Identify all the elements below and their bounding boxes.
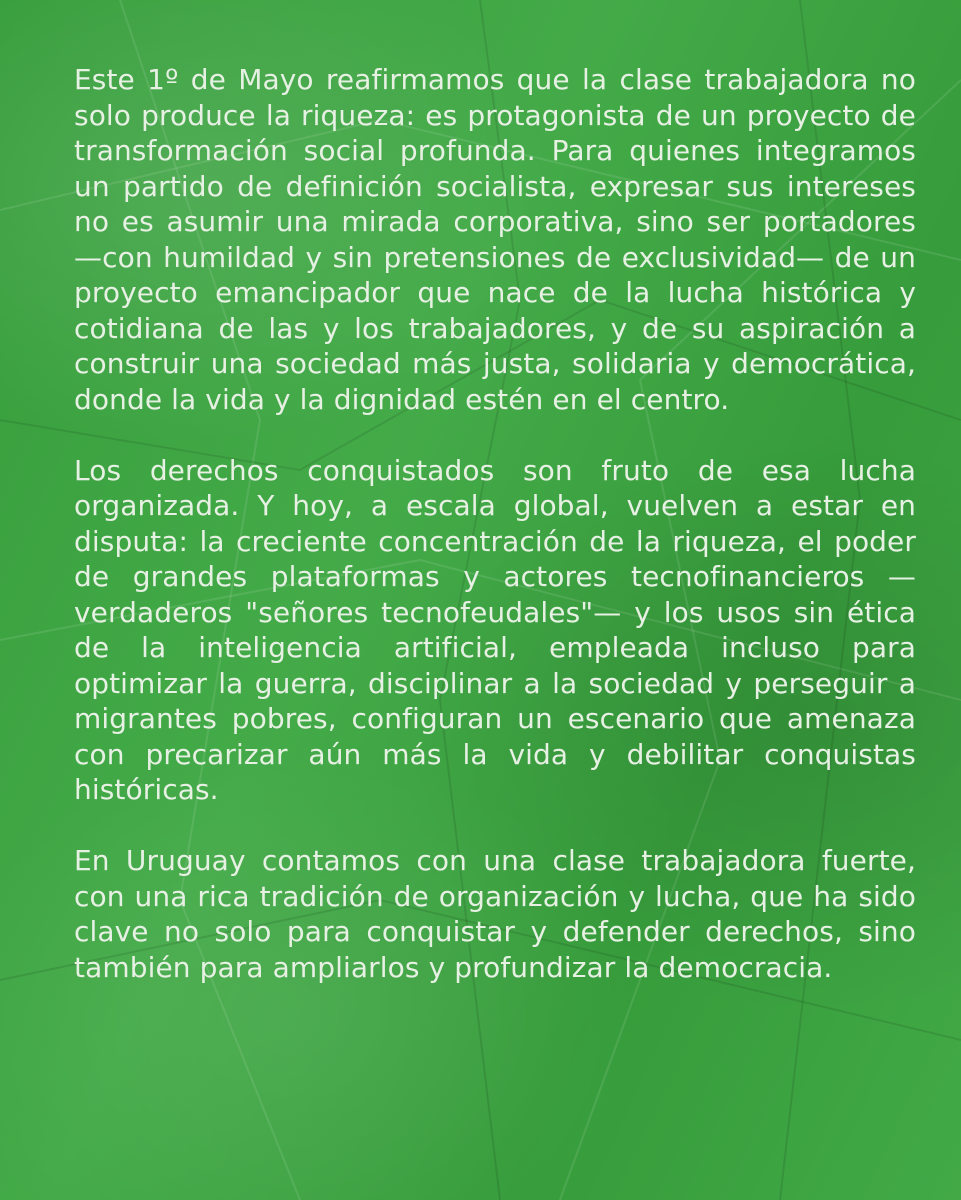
paragraph-3: En Uruguay contamos con una clase trabajadora fuerte, con una rica tradición de organización y lucha, que ha sido clave no solo para conquistar y defender derechos, sino también para ampliarlos y profundizar la democracia. [74,844,916,984]
paragraph-2: Los derechos conquistados son fruto de esa lucha organizada. Y hoy, a escala global, vuelven a estar en disputa: la creciente concentración de la riqueza, el poder de grandes plataformas y actores tecnofinancieros —verdaderos "señores tecnofeudales"— y los usos sin ética de la inteligencia artificial, empleada incluso para optimizar la guerra, disciplinar a la sociedad y perseguir a migrantes pobres, configuran un escenario que amenaza con precarizar aún más la vida y debilitar conquistas históricas. [74,453,916,806]
text-body [74,62,916,985]
paragraph-1: Este 1º de Mayo reafirmamos que la clase trabajadora no solo produce la riqueza: es protagonista de un proyecto de transformación social profunda. Para quienes integramos un partido de definición socialista, expresar sus intereses no es asumir una mirada corporativa, sino ser portadores —con humildad y sin pretensiones de exclusividad— de un proyecto emancipador que nace de la lucha histórica y cotidiana de las y los trabajadores, y de su aspiración a construir una sociedad más justa, solidaria y democrática, donde la vida y la dignidad estén en el centro. [74,63,916,416]
